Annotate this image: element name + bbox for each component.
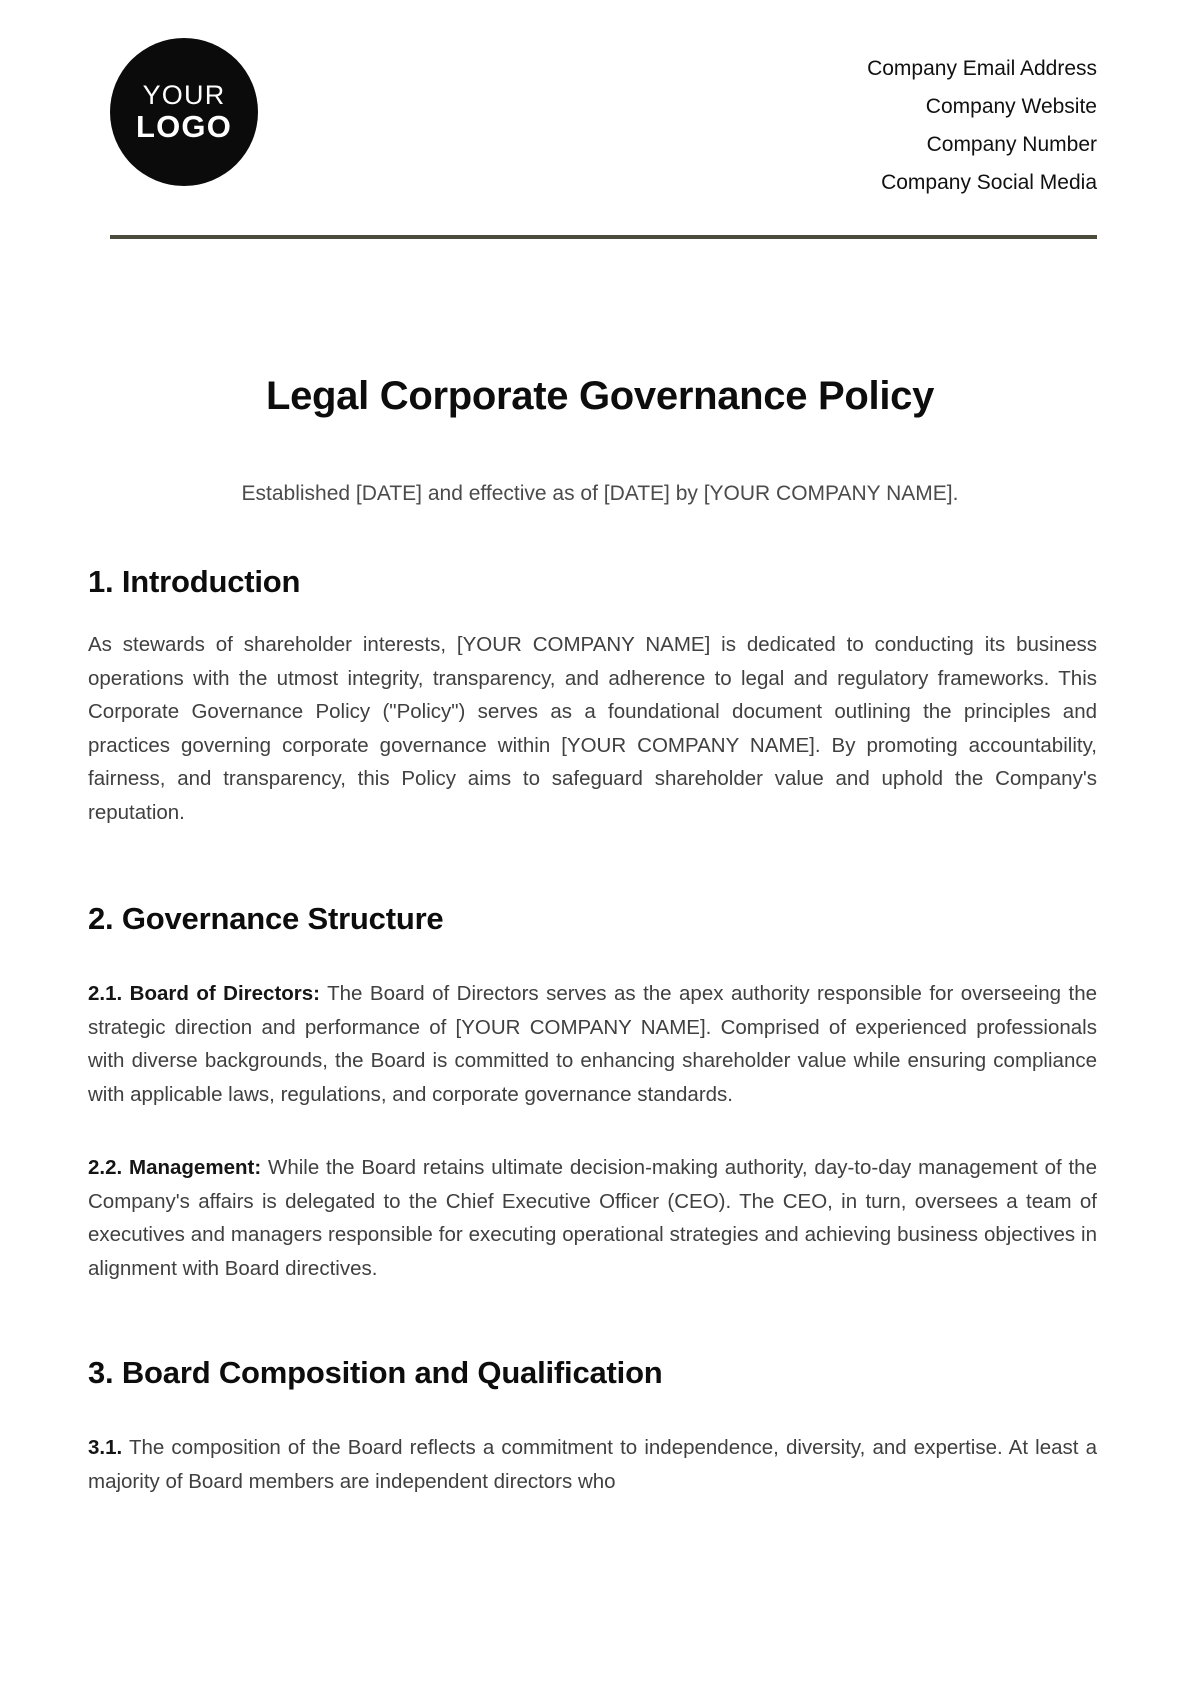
logo-text-your: YOUR bbox=[142, 80, 226, 110]
paragraph-introduction: As stewards of shareholder interests, [YOUR COMPANY NAME] is dedicated to conducting its business operations with the utmost integrity, transparency, and adherence to legal and regulatory frameworks. This Corporate Governance Policy ("Policy") serves as a foundational document outlining the principles and practices governing corporate governance within [YOUR COMPANY NAME]. By promoting accountability, fairness, and transparency, this Policy aims to safeguard shareholder value and uphold the Company's reputation. bbox=[88, 633, 1097, 824]
label-board-composition-3-1: 3.1. bbox=[88, 1436, 123, 1459]
logo-text-logo: LOGO bbox=[135, 109, 233, 144]
document-header bbox=[0, 0, 1200, 202]
contact-social-media: Company Social Media bbox=[881, 171, 1097, 194]
label-board-of-directors: 2.1. Board of Directors: bbox=[88, 982, 321, 1005]
paragraph-board-composition-3-1 bbox=[88, 1431, 1097, 1498]
page-title: Legal Corporate Governance Policy bbox=[265, 374, 935, 418]
document-subtitle: Established [DATE] and effective as of [DATE] by [YOUR COMPANY NAME]. bbox=[241, 482, 959, 505]
contact-number: Company Number bbox=[926, 133, 1097, 156]
paragraph-management bbox=[88, 1151, 1097, 1285]
header-divider bbox=[110, 235, 1097, 239]
text-management: While the Board retains ultimate decision-making authority, day-to-day management of the Company's affairs is delegated to the Chief Executive Officer (CEO). The CEO, in turn, oversees a team of executives and managers responsible for executing operational strategies and achieving business objectives in alignment with Board directives. bbox=[88, 1156, 1097, 1280]
contact-email-address: Company Email Address bbox=[867, 57, 1097, 80]
text-board-composition-3-1: The composition of the Board reflects a commitment to independence, diversity, and expertise. At least a majority of Board members are independent directors who bbox=[88, 1436, 1097, 1493]
label-management: 2.2. Management: bbox=[88, 1156, 262, 1179]
company-logo bbox=[110, 38, 258, 186]
text-board-of-directors: The Board of Directors serves as the apex authority responsible for overseeing the strategic direction and performance of [YOUR COMPANY NAME]. Comprised of experienced professionals with diverse backgrounds, the Board is committed to enhancing shareholder value while ensuring compliance with applicable laws, regulations, and corporate governance standards. bbox=[88, 982, 1097, 1106]
contact-website: Company Website bbox=[925, 95, 1097, 118]
section-heading-governance-structure: 2. Governance Structure bbox=[88, 901, 444, 936]
section-heading-board-composition: 3. Board Composition and Qualification bbox=[88, 1355, 663, 1390]
section-heading-introduction: 1. Introduction bbox=[88, 564, 301, 599]
document-body bbox=[88, 564, 1097, 1498]
company-contact-block bbox=[867, 38, 1097, 202]
paragraph-board-of-directors bbox=[88, 977, 1097, 1111]
